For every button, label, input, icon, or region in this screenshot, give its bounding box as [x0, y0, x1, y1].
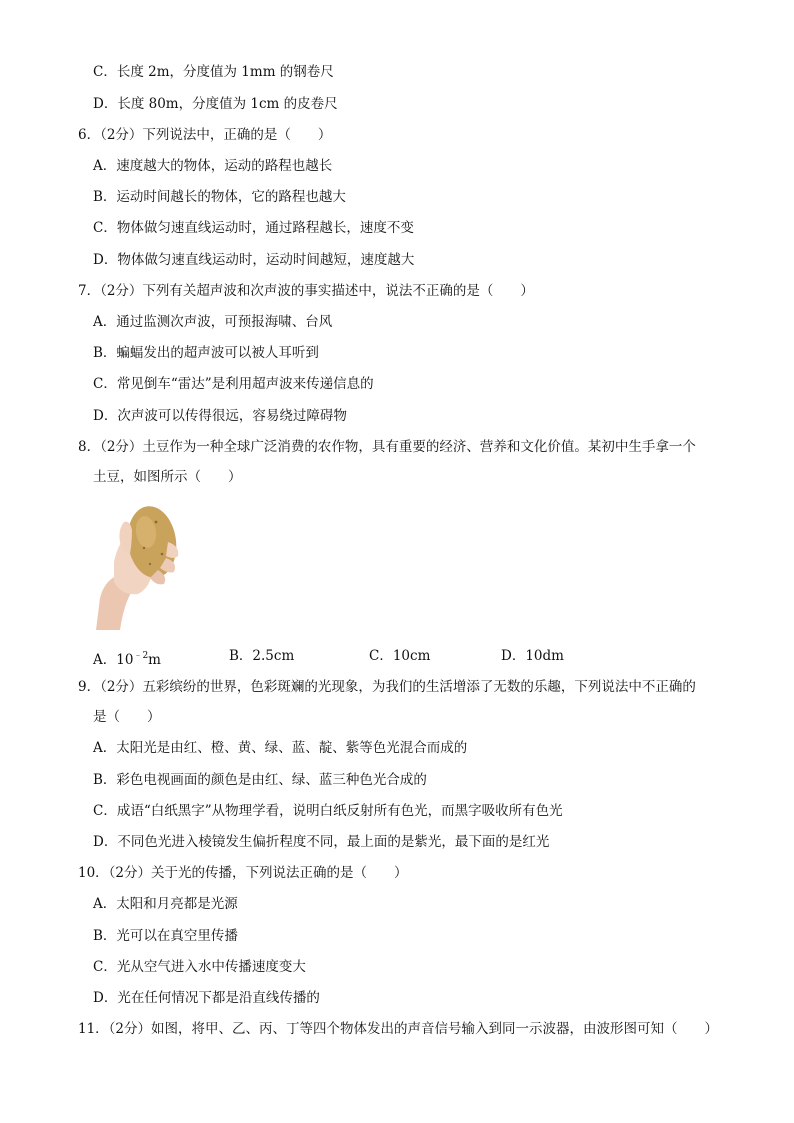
q9-stem-line2: 是（ ）	[93, 709, 161, 725]
q9-option-d: D．不同色光进入棱镜发生偏折程度不同，最上面的是紫光，最下面的是红光	[93, 834, 550, 850]
potato-eye	[143, 547, 145, 549]
q10-option-d: D．光在任何情况下都是沿直线传播的	[93, 990, 320, 1006]
potato-eye	[155, 521, 158, 524]
potato-in-hand-figure	[94, 502, 190, 630]
q10-option-a: A．太阳和月亮都是光源	[93, 896, 238, 912]
q8-option-b: B．2.5cm	[229, 648, 295, 664]
q5-option-d: D．长度 80m，分度值为 1cm 的皮卷尺	[93, 96, 338, 112]
q10-stem: 10．（2分）关于光的传播，下列说法正确的是（ ）	[78, 865, 408, 881]
potato-eye	[149, 563, 151, 565]
q9-stem-line1: 9．（2分）五彩缤纷的世界，色彩斑斓的光现象，为我们的生活增添了无数的乐趣，下列说法中不正确的	[78, 679, 696, 695]
q9-option-b: B．彩色电视画面的颜色是由红、绿、蓝三种色光合成的	[93, 772, 427, 788]
q5-option-c: C．长度 2m，分度值为 1mm 的钢卷尺	[93, 64, 334, 80]
q8-option-a-base: A．10	[93, 652, 134, 668]
q8-option-d: D．10dm	[501, 648, 564, 664]
q8-stem-line1: 8．（2分）土豆作为一种全球广泛消费的农作物，具有重要的经济、营养和文化价值。某初中生手拿一个	[78, 439, 696, 455]
q8-option-a-unit: m	[148, 652, 161, 668]
q6-option-d: D．物体做匀速直线运动时，运动时间越短，速度越大	[93, 252, 415, 268]
q6-option-b: B．运动时间越长的物体，它的路程也越大	[93, 189, 346, 205]
q7-option-c: C．常见倒车“雷达”是利用超声波来传递信息的	[93, 376, 374, 392]
q8-stem-line2: 土豆，如图所示（ ）	[93, 469, 242, 485]
q9-option-a: A．太阳光是由红、橙、黄、绿、蓝、靛、紫等色光混合而成的	[93, 740, 468, 756]
q8-option-c: C．10cm	[369, 648, 431, 664]
q10-option-c: C．光从空气进入水中传播速度变大	[93, 959, 306, 975]
finger-shape	[166, 542, 178, 558]
q7-option-a: A．通过监测次声波，可预报海啸、台风	[93, 314, 333, 330]
q9-option-c: C．成语“白纸黑字”从物理学看，说明白纸反射所有色光，而黑字吸收所有色光	[93, 803, 563, 819]
q7-option-b: B．蝙蝠发出的超声波可以被人耳听到	[93, 345, 319, 361]
q11-stem: 11．（2分）如图，将甲、乙、丙、丁等四个物体发出的声音信号输入到同一示波器，由波形图可知（ ）	[78, 1021, 719, 1037]
q6-option-c: C．物体做匀速直线运动时，通过路程越长，速度不变	[93, 220, 414, 236]
q10-option-b: B．光可以在真空里传播	[93, 928, 238, 944]
q8-option-a-exponent: ﹣2	[133, 651, 149, 661]
q8-option-a	[93, 646, 161, 670]
potato-hand-illustration	[94, 502, 190, 630]
potato-eye	[161, 553, 164, 556]
q7-stem: 7．（2分）下列有关超声波和次声波的事实描述中，说法不正确的是（ ）	[78, 283, 534, 299]
q6-option-a: A．速度越大的物体，运动的路程也越长	[93, 158, 333, 174]
q7-option-d: D．次声波可以传得很远，容易绕过障碍物	[93, 408, 347, 424]
q6-stem: 6．（2分）下列说法中，正确的是（ ）	[78, 127, 332, 143]
